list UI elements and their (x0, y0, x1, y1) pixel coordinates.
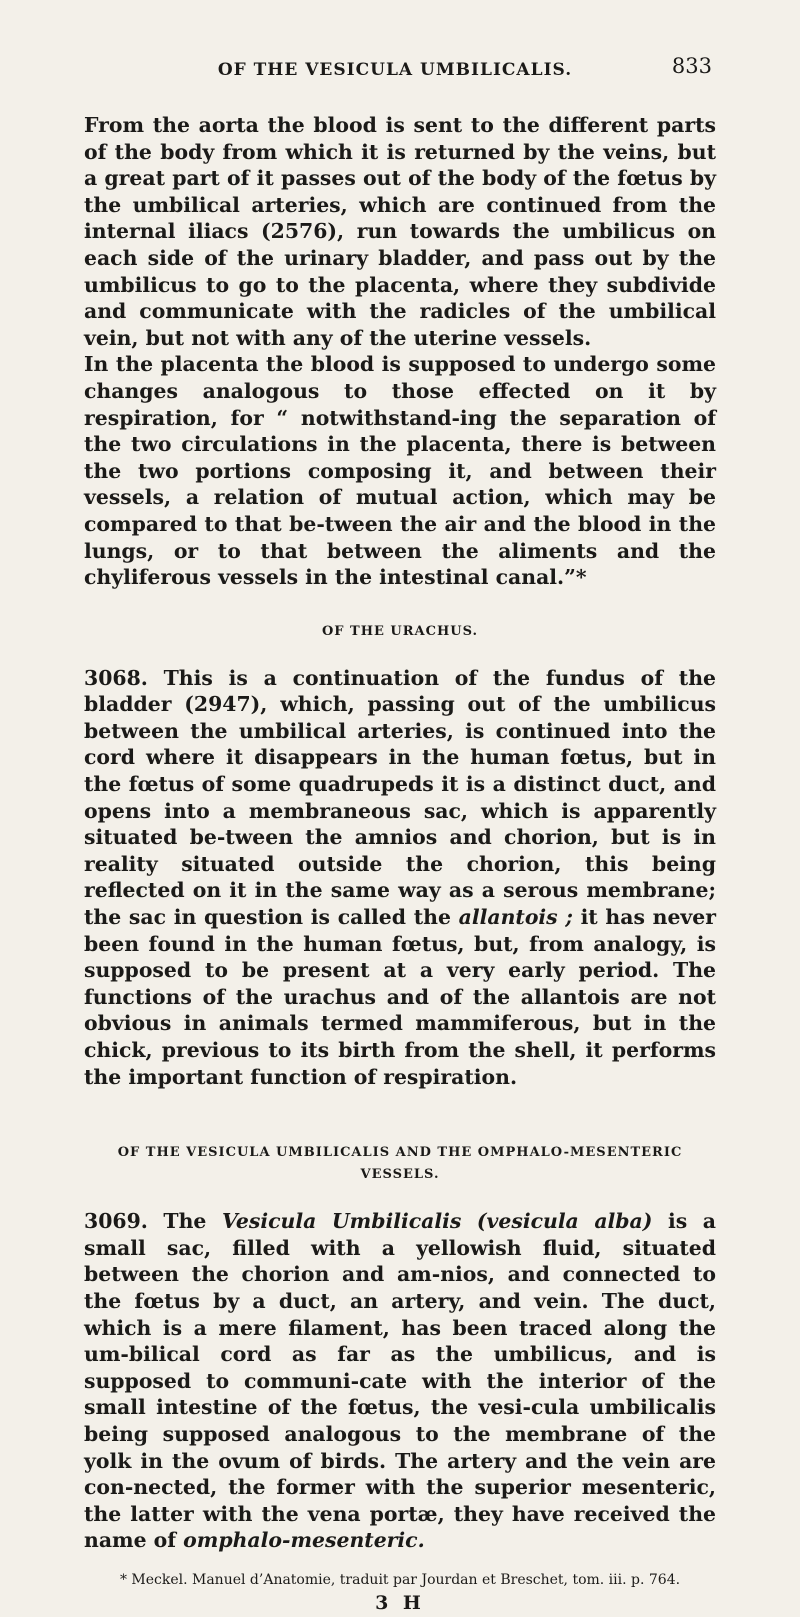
footnote: * Meckel. Manuel d’Anatomie, traduit par Jourdan et Breschet, tom. iii. p. 764. (119, 1571, 681, 1588)
running-title: OF THE VESICULA UMBILICALIS. (217, 60, 573, 80)
section-heading-vesicula: OF THE VESICULA UMBILICALIS AND THE OMPHALO-MESENTERIC VESSELS. (117, 1145, 683, 1183)
italic-term-omphalo: omphalo-mesenteric. (183, 1528, 425, 1553)
paragraph-3068 (84, 665, 716, 1091)
paragraph-number: 3068. (84, 665, 148, 690)
paragraph-number: 3069. (84, 1209, 148, 1234)
italic-term-allantois: allantois ; (458, 905, 573, 930)
page-body (84, 112, 716, 1617)
paragraph-article: The (163, 1209, 207, 1234)
section-heading-urachus: OF THE URACHUS. (321, 623, 479, 639)
paragraph-placenta-respiration: In the placenta the blood is supposed to undergo some changes analogous to those effected on it by respiration, for “ notwithstand-ing the separation of the two circulations in the placenta, there is between the two portions composing it, and between their vessels, a relation of mutual action, which may be compared to that be-tween the air and the blood in the lungs, or to that between the aliments and the chyliferous vessels in the intestinal canal.”* (84, 352, 716, 590)
paragraph-text: This is a continuation of the fundus of the bladder (2947), which, passing out of the umbilicus between the umbilical arteries, is continued into the cord where it disappears in the human fœtus, but in the fœtus of some quadrupeds it is a distinct duct, and opens into a membraneous sac, which is apparently situated be-tween the amnios and chorion, but is in reality situated outside the chorion, this being reflected on it in the same way as a serous membrane; the sac in question is called the (84, 665, 716, 930)
paragraph-placenta-circulation: From the aorta the blood is sent to the different parts of the body from which it is returned by the veins, but a great part of it passes out of the body of the fœtus by the umbilical arteries, which are continued from the internal iliacs (2576), run towards the umbilicus on each side of the urinary bladder, and pass out by the umbilicus to go to the placenta, where they subdivide and communicate with the radicles of the umbilical vein, but not with any of the uterine vessels. (84, 113, 716, 350)
paragraph-text-continued: it has never been found in the human fœtus, but, from analogy, is supposed to be present at a very early period. The functions of the urachus and of the allantois are not obvious in animals termed mammiferous, but in the chick, previous to its birth from the shell, it performs the important function of respiration. (84, 905, 716, 1089)
signature-mark: 3 H (375, 1591, 425, 1614)
italic-term-vesicula: Vesicula Umbilicalis (vesicula alba) (221, 1209, 653, 1234)
paragraph-3069 (84, 1208, 716, 1554)
paragraph-text: is a small sac, filled with a yellowish fluid, situated between the chorion and am-nios, and connected to the fœtus by a duct, an artery, and vein. The duct, which is a mere filament, has been traced along the um-bilical cord as far as the umbilicus, and is supposed to communi-cate with the interior of the small intestine of the fœtus, the vesi-cula umbilicalis being supposed analogous to the membrane of the yolk in the ovum of birds. The artery and the vein are con-nected, the former with the superior mesenteric, the latter with the vena portæ, they have received the name of (84, 1209, 716, 1553)
page-number: 833 (671, 54, 712, 78)
